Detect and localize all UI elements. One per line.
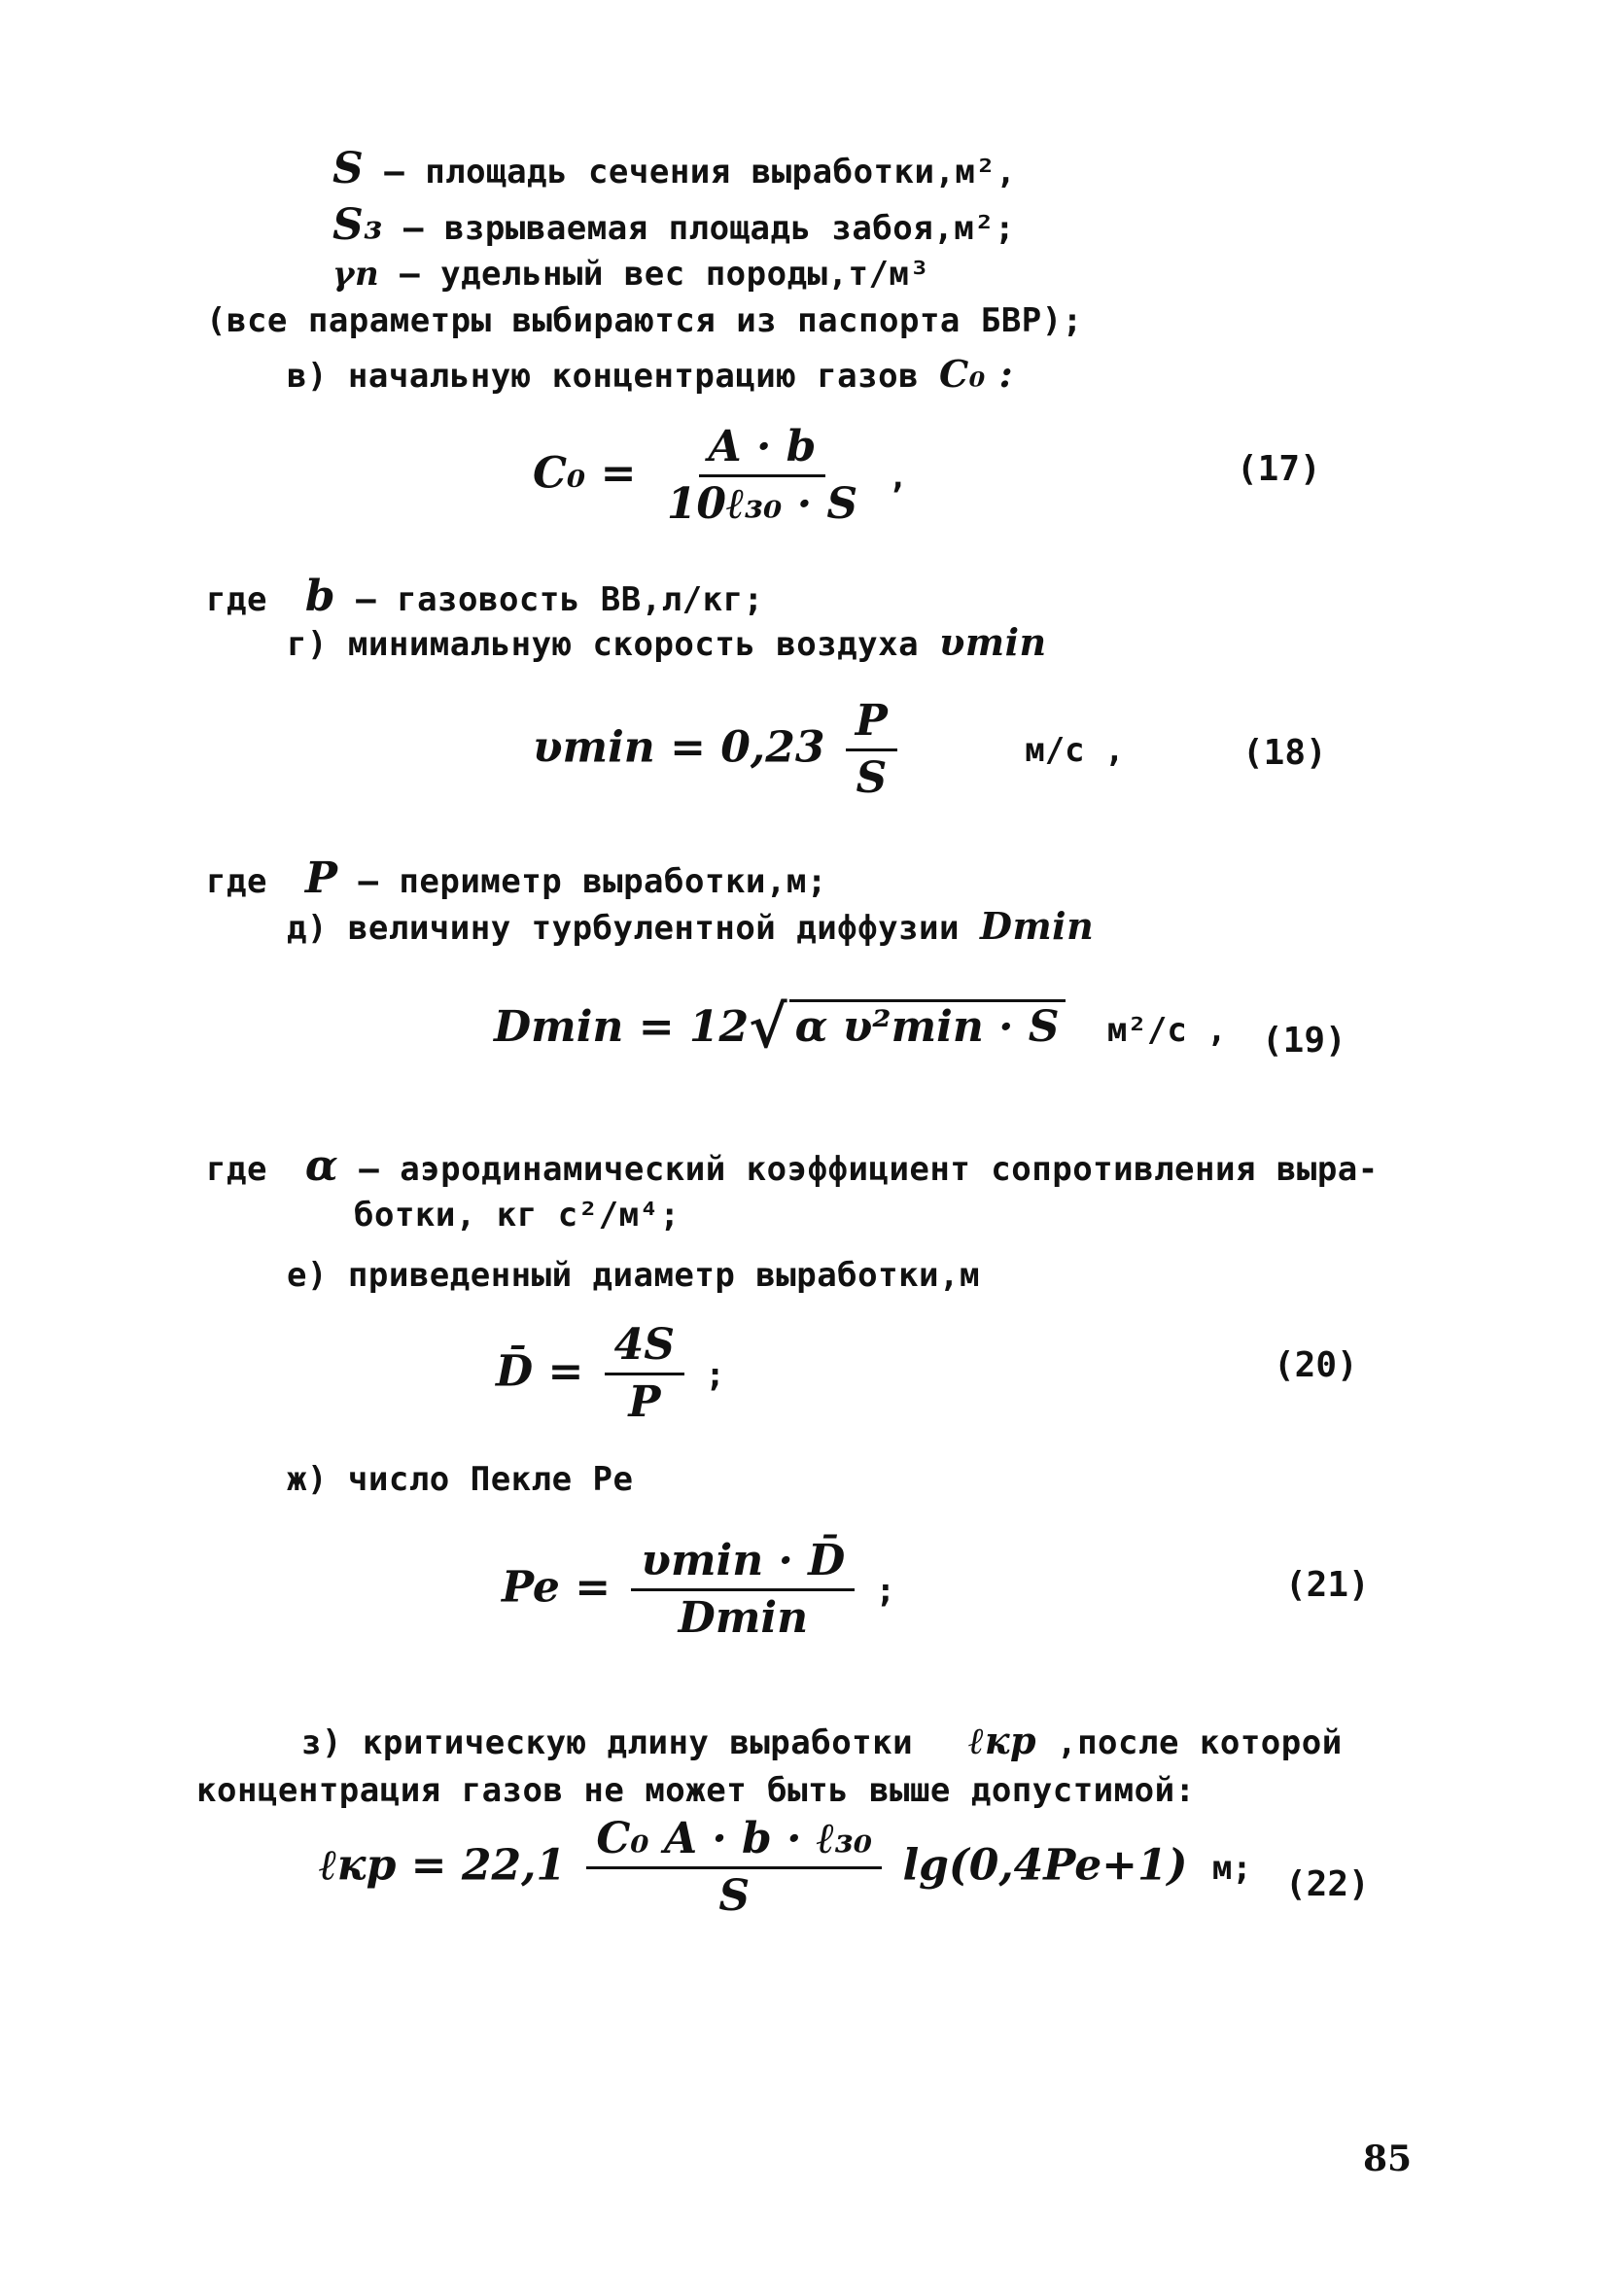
where-p: где P – периметр выработки,м; xyxy=(206,853,827,903)
params-note: (все параметры выбираются из паспорта БВР); xyxy=(206,301,1083,340)
item-e: е) приведенный диаметр выработки,м xyxy=(287,1256,980,1295)
equation-number-22: (22) xyxy=(1285,1864,1370,1904)
equation-17: C₀ = $\frac{A \cdot b}{\text{10ℓ₃₀ · S}}$ , xyxy=(533,422,908,530)
fraction: $\frac{\text{C₀ A · b · ℓ₃₀}}{S}$ xyxy=(586,1816,882,1921)
root-sign: √ xyxy=(749,993,787,1061)
fraction: $\frac{4S}{P}$ xyxy=(605,1322,684,1427)
equation-21: Pe = $\frac{\upsilon\min \cdot D̄}{Dmin}$ ; xyxy=(502,1536,896,1644)
definition-gamma: γп – удельный вес породы,т/м³ xyxy=(332,255,930,294)
equation-number-21: (21) xyxy=(1285,1565,1370,1605)
where-b: где b – газовость ВВ,л/кг; xyxy=(206,572,764,621)
fraction: $\frac{\upsilon\min \cdot D̄}{Dmin}$ xyxy=(631,1538,855,1643)
definition-s3: S₃ – взрываемая площадь забоя,м²; xyxy=(332,200,1016,250)
fraction: $\frac{P}{S}$ xyxy=(846,698,897,803)
equation-19: Dmin = 12√ α υ²min · S м²/с , xyxy=(494,993,1227,1061)
item-z-cont: концентрация газов не может быть выше допустимой: xyxy=(196,1771,1196,1810)
equation-number-19: (19) xyxy=(1262,1021,1346,1061)
fraction: $\frac{A \cdot b}{\text{10ℓ₃₀ · S}}$ xyxy=(666,422,858,530)
definition-s: S – площадь сечения выработки,м², xyxy=(332,144,1017,193)
equation-22: ℓкр = 22,1 $\frac{\text{C₀ A · b · ℓ₃₀}}{S}$ lg(0,4Pe+1) м; xyxy=(319,1814,1252,1922)
page-number: 85 xyxy=(1363,2139,1413,2179)
item-d: д) величину турбулентной диффузии Dmin xyxy=(287,904,1095,948)
equation-20: D̄ = $\frac{4S}{P}$ ; xyxy=(496,1320,725,1428)
item-z: з) критическую длину выработки ℓкр ,после которой xyxy=(301,1719,1343,1762)
equation-number-18: (18) xyxy=(1242,733,1327,773)
equation-number-17: (17) xyxy=(1237,449,1321,489)
equation-18: υmin = 0,23 $\frac{P}{S}$ м/с , xyxy=(533,696,1125,804)
item-zh: ж) число Пекле Ре xyxy=(287,1460,634,1499)
item-g: г) минимальную скорость воздуха υmin xyxy=(287,620,1047,664)
where-alpha: где α – аэродинамический коэффициент сопротивления выра- xyxy=(206,1141,1379,1191)
where-alpha-cont: ботки, кг с²/м⁴; xyxy=(354,1196,681,1235)
equation-number-20: (20) xyxy=(1274,1345,1358,1385)
item-v: в) начальную концентрацию газов C₀ : xyxy=(287,352,1014,396)
